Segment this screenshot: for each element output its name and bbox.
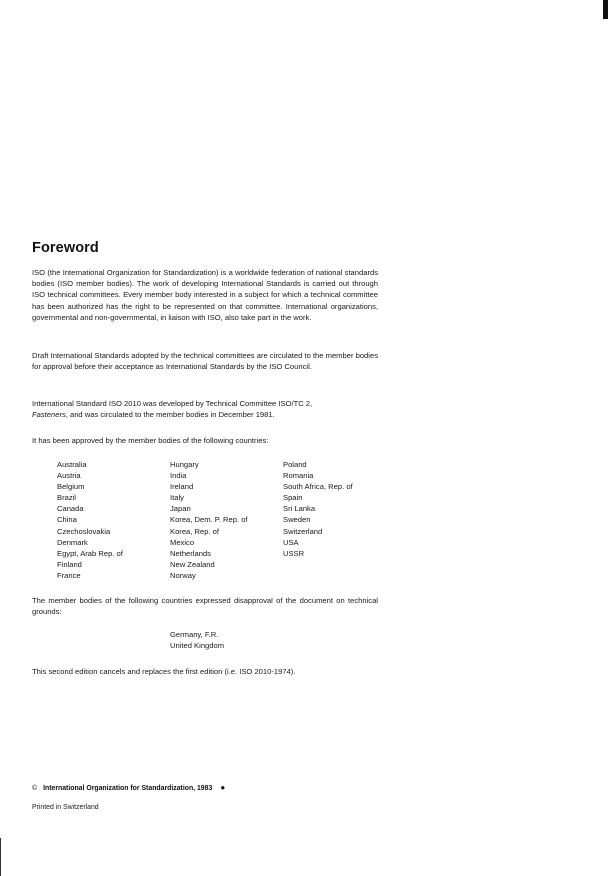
country-item: Belgium [57, 482, 85, 492]
country-item: Norway [170, 570, 196, 580]
country-item: Egypt, Arab Rep. of [57, 548, 123, 558]
country-item: Korea, Dem. P. Rep. of [170, 515, 248, 525]
country-item: Sweden [283, 515, 311, 525]
country-item: Japan [170, 504, 191, 514]
country-item: Mexico [170, 537, 195, 547]
bullet-icon: ● [220, 783, 226, 792]
country-item: Hungary [170, 460, 199, 469]
country-item: Ireland [170, 482, 194, 492]
approving-countries-column-3 [283, 459, 353, 559]
paragraph-disapproval: The member bodies of the following countries expressed disapproval of the document on technical grounds: [32, 596, 378, 617]
country-item: Switzerland [283, 526, 323, 536]
country-item: India [170, 471, 187, 481]
approving-countries-column-1 [57, 459, 123, 581]
country-item: Netherlands [170, 548, 211, 558]
country-item: Romania [283, 471, 314, 481]
country-item: Canada [57, 504, 84, 514]
country-item: United Kingdom [170, 641, 225, 651]
country-item: Denmark [57, 537, 88, 547]
paragraph-edition-note: This second edition cancels and replaces the first edition (i.e. ISO 2010-1974). [32, 667, 296, 676]
page-corner-mark [603, 0, 608, 19]
paragraph-draft-standards: Draft International Standards adopted by the technical committees are circulated to the member bodies for approval before their acceptance as International Standards by the ISO Council. [32, 351, 378, 372]
disapproving-countries-list [170, 629, 224, 651]
country-item: Finland [57, 559, 82, 569]
development-lead-text: International Standard ISO 2010 was developed by Technical Committee ISO/TC 2, [32, 399, 313, 408]
paragraph-iso-intro: ISO (the International Organization for Standardization) is a worldwide federation of national standards bodies (ISO member bodies). The work of developing International Standards is carried out through ISO technical committees. Every member body interested in a subject for which a technical committee has been authorized has the right to be represented on that committee. International organizations, governmental and non-governmental, in liaison with ISO, also take part in the work. [32, 268, 378, 322]
country-item: South Africa, Rep. of [283, 482, 353, 492]
paragraph-approval: It has been approved by the member bodies of the following countries: [32, 436, 269, 445]
copyright-line [32, 783, 225, 792]
page-edge-mark [0, 838, 1, 876]
country-item: China [57, 515, 77, 525]
committee-name: Fasteners [32, 410, 66, 420]
country-item: Germany, F.R. [170, 630, 219, 639]
approving-countries-column-2 [170, 459, 248, 581]
country-item: USSR [283, 548, 305, 558]
development-tail-text: , and was circulated to the member bodies in December 1981. [65, 410, 275, 420]
printed-in: Printed in Switzerland [32, 804, 99, 811]
country-item: Czechoslovakia [57, 526, 111, 536]
country-item: Poland [283, 460, 307, 469]
country-item: Austria [57, 471, 81, 481]
paragraph-development [32, 398, 378, 420]
copyright-text: International Organization for Standardization, 1983 [43, 785, 213, 792]
country-item: Italy [170, 493, 184, 503]
country-item: Australia [57, 460, 87, 469]
country-item: Sri Lanka [283, 504, 316, 514]
copyright-symbol: © [32, 785, 38, 792]
country-item: Korea, Rep. of [170, 526, 219, 536]
country-item: New Zealand [170, 559, 215, 569]
country-item: Brazil [57, 493, 76, 503]
page-title: Foreword [32, 240, 99, 256]
country-item: France [57, 570, 81, 580]
country-item: USA [283, 537, 299, 547]
country-item: Spain [283, 493, 303, 503]
